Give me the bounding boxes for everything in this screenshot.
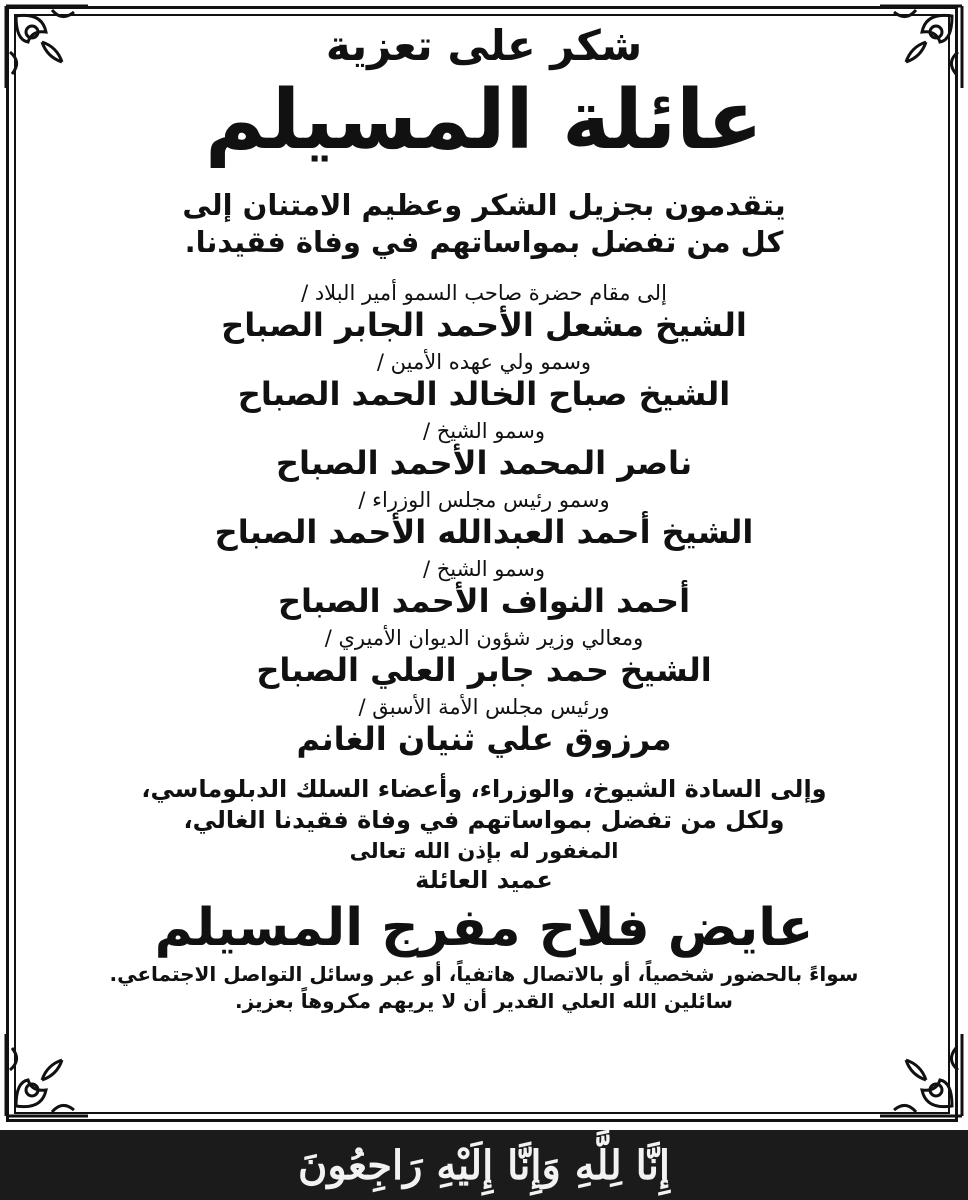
ornament-corner-icon <box>876 1030 966 1120</box>
intro-line-2: كل من تفضل بمواساتهم في وفاة فقيدنا. <box>184 224 784 259</box>
verse-band <box>0 1130 968 1200</box>
body-line-2: ولكل من تفضل بمواساتهم في وفاة فقيدنا الغالي، <box>183 806 785 835</box>
dignitary-name: الشيخ صباح الخالد الحمد الصباح <box>237 375 731 414</box>
dignitary-name: الشيخ حمد جابر العلي الصباح <box>256 651 712 690</box>
ornament-corner-icon <box>2 1030 92 1120</box>
body-line-3: المغفور له بإذن الله تعالى <box>349 839 619 864</box>
footer-line-2: سائلين الله العلي القدير أن لا يريهم مكروهاً بعزيز. <box>235 988 733 1013</box>
dignitary-role: وسمو الشيخ / <box>422 557 545 582</box>
notice-content <box>60 22 908 1013</box>
dignitary-name: ناصر المحمد الأحمد الصباح <box>275 444 693 483</box>
footer-line-1: سواءً بالحضور شخصياً، أو بالاتصال هاتفياً، أو عبر وسائل التواصل الاجتماعي. <box>109 961 859 986</box>
dignitary-role: إلى مقام حضرة صاحب السمو أمير البلاد / <box>301 281 667 306</box>
dignitary-list <box>60 281 908 758</box>
dignitary-role: وسمو الشيخ / <box>422 419 545 444</box>
family-name: عائلة المسيلم <box>205 73 763 169</box>
deceased-name: عايض فلاح مفرج المسيلم <box>154 897 814 958</box>
dignitary-role: ورئيس مجلس الأمة الأسبق / <box>358 694 610 719</box>
dignitary-role: ومعالي وزير شؤون الديوان الأميري / <box>324 625 644 650</box>
dignitary-role: وسمو رئيس مجلس الوزراء / <box>358 488 610 513</box>
quran-verse: إِنَّا لِلَّهِ وَإِنَّا إِلَيْهِ رَاجِعُونَ <box>297 1142 671 1189</box>
dignitary-name: الشيخ أحمد العبدالله الأحمد الصباح <box>214 513 754 552</box>
dignitary-name: مرزوق علي ثنيان الغانم <box>296 720 672 759</box>
family-elder-label: عميد العائلة <box>415 866 553 895</box>
notice-title: شكر على تعزية <box>325 21 643 70</box>
dignitary-role: وسمو ولي عهده الأمين / <box>376 350 592 375</box>
dignitary-name: أحمد النواف الأحمد الصباح <box>277 582 691 621</box>
intro-line-1: يتقدمون بجزيل الشكر وعظيم الامتنان إلى <box>182 187 786 222</box>
body-line-1: وإلى السادة الشيوخ، والوزراء، وأعضاء السلك الدبلوماسي، <box>141 774 827 803</box>
dignitary-name: الشيخ مشعل الأحمد الجابر الصباح <box>221 306 747 345</box>
